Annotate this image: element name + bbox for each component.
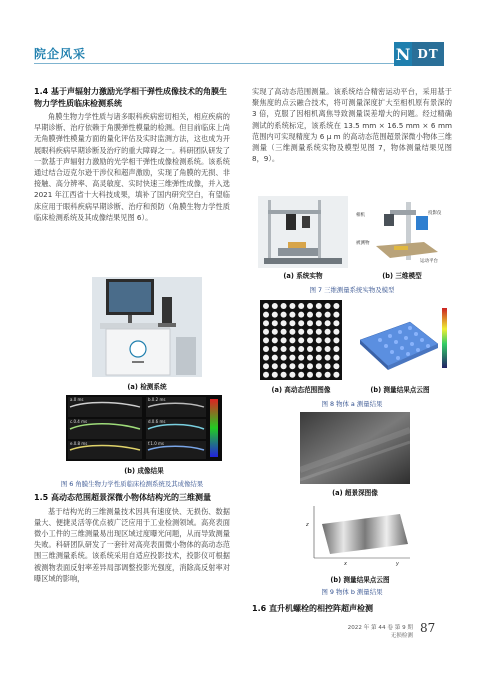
figure-8b-label: (b) 测量结果点云图 [370, 386, 430, 394]
oct-label-f: f.1.0 ms [148, 441, 165, 446]
pattern-dot [316, 337, 322, 343]
pattern-dot [263, 329, 269, 335]
pattern-dot [263, 303, 269, 309]
pattern-dot [333, 303, 339, 309]
logo-letter-n: N [394, 42, 412, 66]
oct-label-a: a.0 ms [70, 397, 84, 402]
pattern-dot [289, 355, 295, 361]
paragraph-1-4: 角膜生物力学性质与诸多眼科疾病密切相关，相应疾病的早期诊断、治疗依赖于角膜弹性模量的检测。但目前临床上尚无角膜弹性模量方面的量化评估及实时监测方法，这也成为开展眼科疾病早期诊断及治疗的重大障碍之一。科研团队研发了一款基于声辐射力激励的光学相干弹性成像检测系统。该系统通过结合迈克尔逊干涉仪和超声激励，实现了角膜的无损、非接触、高分辨率、高灵敏度、实时快速三维弹性成像，并入选 2021 年江西省十大科技成果，填补了国内研究空白，有望临床应用于眼科疾病早期诊断、治疗和预防（角膜生物力学性质临床检测系统及其成像结果见图 6）。 [34, 112, 230, 222]
figure-6-caption: 图 6 角膜生物力学性质临床检测系统及其成像结果 [60, 480, 204, 488]
figure-8a-hdr-image [260, 300, 342, 380]
pattern-dot [316, 346, 322, 352]
pattern-dot [298, 337, 304, 343]
pattern-dot [316, 372, 322, 378]
point-cloud-surface [350, 300, 450, 380]
plot9-axis-x: x [344, 561, 347, 567]
pattern-dot [281, 320, 287, 326]
header-rule [34, 63, 394, 64]
plot9-axis-z: z [306, 522, 309, 528]
pattern-dot [289, 363, 295, 369]
pattern-dot [263, 363, 269, 369]
oct-label-d: d.0.6 ms [148, 419, 166, 424]
plot9-axis-y: y [396, 561, 399, 567]
figure-7a-photo [258, 196, 348, 268]
figure-6a-label: (a) 检测系统 [127, 383, 167, 391]
oct-label-e: e.0.8 ms [70, 441, 88, 446]
model-label-camera: 相机 [356, 213, 365, 218]
section-heading-1-5: 1.5 高动态范围超景深微小物体结构光的三维测量 [34, 493, 211, 502]
figure-7-caption: 图 7 三维测量系统实物及模型 [309, 286, 395, 294]
pattern-dot [263, 346, 269, 352]
pattern-dot [316, 329, 322, 335]
model-label-stage: 运动平台 [420, 259, 438, 264]
pattern-dot [325, 312, 331, 318]
pattern-dot [281, 346, 287, 352]
oct-label-c: c.0.4 ms [70, 419, 88, 424]
pattern-dot [325, 329, 331, 335]
pattern-dot [307, 303, 313, 309]
pattern-dot [289, 312, 295, 318]
edof-grayscale-image [300, 412, 410, 484]
pattern-dot [281, 337, 287, 343]
pattern-dot [298, 303, 304, 309]
figure-7b-label: (b) 三维模型 [382, 272, 422, 280]
pattern-dot [298, 329, 304, 335]
pattern-dot [307, 337, 313, 343]
figure-9a-edof-image [300, 412, 410, 484]
pattern-dot [281, 303, 287, 309]
figure-8b-point-cloud [350, 300, 450, 380]
pattern-dot [272, 320, 278, 326]
pattern-dot [263, 355, 269, 361]
pattern-dot [263, 337, 269, 343]
pattern-dot [316, 363, 322, 369]
pattern-dot [316, 355, 322, 361]
figure-9b-label: (b) 测量结果点云图 [330, 576, 390, 584]
pattern-dot [281, 372, 287, 378]
pattern-dot [307, 346, 313, 352]
pattern-dot [333, 355, 339, 361]
figure-8a-label: (a) 高动态范围图像 [271, 386, 331, 394]
pattern-dot [333, 372, 339, 378]
pattern-dot [281, 363, 287, 369]
pattern-dot [289, 320, 295, 326]
page-number: 87 [420, 621, 436, 635]
pattern-dot [307, 320, 313, 326]
pattern-dot [325, 337, 331, 343]
figure-6b-label: (b) 成像结果 [124, 467, 164, 475]
figure-7b-model [354, 196, 450, 268]
figure-6b-images [66, 395, 222, 461]
right-column [252, 86, 452, 164]
magazine-name: 无损检测 [390, 633, 413, 639]
magazine-info [343, 624, 413, 640]
figure-9a-label: (a) 超景深图像 [332, 489, 378, 497]
pattern-dot [289, 329, 295, 335]
section-heading-1-4: 1.4 基于声辐射力激励光学相干弹性成像技术的角膜生物力学性质临床检测系统 [34, 87, 227, 108]
pattern-dot [325, 346, 331, 352]
figure-9b-point-cloud [300, 500, 420, 572]
pattern-dot [272, 329, 278, 335]
paragraph-1-5-continued: 实现了高动态范围测量。该系统结合精密运动平台，采用基于聚焦度的点云融合技术，将可测量深度扩大至相机原有景深的 3 倍，克服了因相机离焦导致测量误差增大的问题。经过精确测试的系统标定，该系统在 13.5 mm × 16.5 mm × 6 mm 范围内可实现精度为 6 μ m 的高动态范围超景深微小物体三维测量（三维测量系统实物及模型见图 7，物体测量结果见图 8，9）。 [252, 87, 452, 164]
pattern-dot [298, 355, 304, 361]
pattern-dot [281, 329, 287, 335]
pattern-dot [307, 312, 313, 318]
surface-plot [300, 500, 420, 572]
pattern-dot [325, 372, 331, 378]
pattern-dot [333, 329, 339, 335]
pattern-dot [263, 372, 269, 378]
figure-9-caption: 图 9 物体 b 测量结果 [321, 588, 383, 596]
oct-label-b: b.0.2 ms [148, 397, 166, 402]
pattern-dot [289, 346, 295, 352]
model-label-projector: 投影仪 [428, 211, 442, 216]
pattern-dot [263, 312, 269, 318]
logo-letter-dt: DT [412, 42, 444, 66]
pattern-dot [289, 337, 295, 343]
dot-array-pattern [260, 300, 342, 380]
pattern-dot [325, 320, 331, 326]
pattern-dot [289, 303, 295, 309]
pattern-dot [307, 363, 313, 369]
left-column-lower [34, 492, 230, 584]
pattern-dot [333, 337, 339, 343]
pattern-dot [272, 303, 278, 309]
pattern-dot [298, 363, 304, 369]
pattern-dot [325, 355, 331, 361]
paragraph-1-5: 基于结构光的三维测量技术因具有速度快、无损伤、数据量大、便捷灵活等优点被广泛应用于工业检测领域。高亮表面微小工件的三维测量易出现区域过度曝光问题，从而导致测量失败。科研团队研发了一套针对高亮表面微小物体的高动态范围三维测量系统。该系统采用自适应投影技术，投影仪可根据被测物表面反射率差异局部调整投影光强度，消除高反射率对曝区域的影响， [34, 506, 230, 583]
figure-6a-photo [92, 277, 202, 377]
section-heading-1-6: 1.6 直升机螺栓的相控阵超声检测 [252, 604, 373, 613]
journal-logo [394, 42, 444, 66]
pattern-dot [316, 320, 322, 326]
pattern-dot [263, 320, 269, 326]
pattern-dot [298, 346, 304, 352]
inspection-system-illustration [92, 277, 202, 377]
figure-8-caption: 图 8 物体 a 测量结果 [321, 400, 383, 408]
pattern-dot [298, 372, 304, 378]
oct-imaging-grid [66, 395, 222, 461]
pattern-dot [298, 320, 304, 326]
pattern-dot [307, 329, 313, 335]
measurement-system-illustration [258, 196, 348, 268]
page-header [0, 0, 480, 62]
magazine-issue: 2022 年 第 44 卷 第 9 期 [347, 625, 413, 631]
pattern-dot [325, 303, 331, 309]
pattern-dot [289, 372, 295, 378]
pattern-dot [333, 320, 339, 326]
pattern-dot [272, 312, 278, 318]
pattern-dot [272, 372, 278, 378]
pattern-dot [272, 355, 278, 361]
section-title: 院企风采 [34, 47, 87, 61]
pattern-dot [298, 312, 304, 318]
pattern-dot [325, 363, 331, 369]
pattern-dot [316, 303, 322, 309]
pattern-dot [272, 337, 278, 343]
figure-7a-label: (a) 系统实物 [283, 272, 323, 280]
pattern-dot [333, 346, 339, 352]
pattern-dot [281, 355, 287, 361]
pattern-dot [307, 372, 313, 378]
pattern-dot [272, 363, 278, 369]
pattern-dot [333, 363, 339, 369]
pattern-dot [281, 312, 287, 318]
pattern-dot [307, 355, 313, 361]
pattern-dot [272, 346, 278, 352]
pattern-dot [333, 312, 339, 318]
pattern-dot [316, 312, 322, 318]
model-label-object: 被测物 [356, 241, 370, 246]
left-column [34, 86, 230, 223]
